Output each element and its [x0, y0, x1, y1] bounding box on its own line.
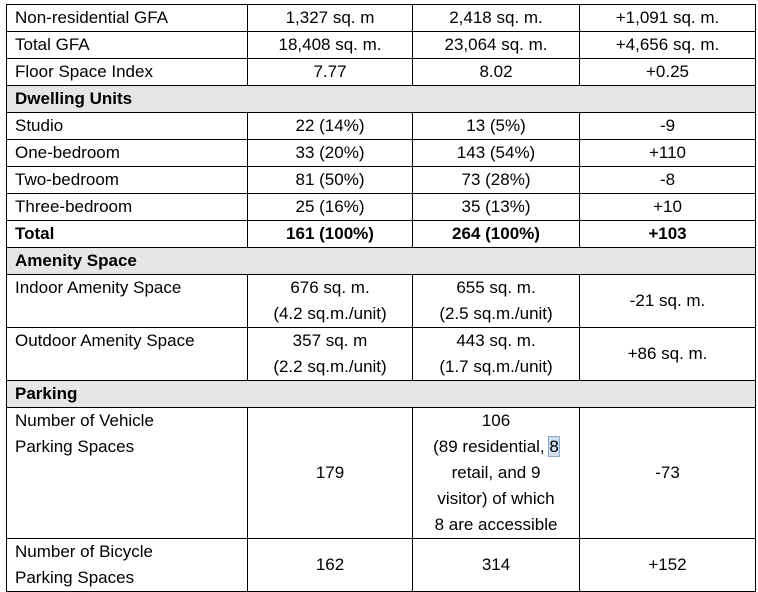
- after-value: [413, 275, 580, 328]
- statistics-table: [6, 4, 756, 592]
- after-value-line: retail, and 9: [451, 463, 541, 482]
- before-value-line: (4.2 sq.m./unit): [273, 304, 387, 323]
- after-value-fragment: (89 residential,: [433, 437, 550, 456]
- row-label-line: Number of Vehicle: [15, 411, 154, 430]
- change-value: -9: [580, 113, 756, 140]
- change-value: -21 sq. m.: [580, 275, 756, 328]
- after-value-line: 106: [481, 411, 511, 430]
- after-value-line: (1.7 sq.m./unit): [439, 357, 553, 376]
- row-label: Floor Space Index: [7, 59, 248, 86]
- before-value: [248, 275, 413, 328]
- section-header-amenity: [7, 248, 756, 275]
- after-value: 264 (100%): [413, 221, 580, 248]
- change-value: +1,091 sq. m.: [580, 5, 756, 32]
- before-value: [248, 328, 413, 381]
- table-row: [7, 5, 756, 32]
- table-row: [7, 32, 756, 59]
- row-label: Indoor Amenity Space: [7, 275, 248, 328]
- after-value: 8.02: [413, 59, 580, 86]
- before-value: 81 (50%): [248, 167, 413, 194]
- section-title: Parking: [7, 381, 756, 408]
- after-value: 73 (28%): [413, 167, 580, 194]
- after-value-line: visitor) of which: [437, 489, 555, 508]
- table-row: [7, 140, 756, 167]
- section-header-parking: [7, 381, 756, 408]
- after-value: 143 (54%): [413, 140, 580, 167]
- after-value: 2,418 sq. m.: [413, 5, 580, 32]
- after-value-line: 8 are accessible: [434, 515, 558, 534]
- table-row: [7, 408, 756, 539]
- before-value: 7.77: [248, 59, 413, 86]
- row-label: Two-bedroom: [7, 167, 248, 194]
- after-value: 13 (5%): [413, 113, 580, 140]
- row-label-line: Parking Spaces: [15, 437, 135, 456]
- before-value: 162: [248, 539, 413, 592]
- after-value-line: 655 sq. m.: [456, 278, 536, 297]
- before-value: 33 (20%): [248, 140, 413, 167]
- before-value: 161 (100%): [248, 221, 413, 248]
- table-row: [7, 59, 756, 86]
- after-value: 35 (13%): [413, 194, 580, 221]
- after-value: [413, 408, 580, 539]
- row-label-line: Number of Bicycle: [15, 542, 153, 561]
- change-value: -8: [580, 167, 756, 194]
- after-value: 23,064 sq. m.: [413, 32, 580, 59]
- row-label: Studio: [7, 113, 248, 140]
- section-title: Dwelling Units: [7, 86, 756, 113]
- row-label: Total: [7, 221, 248, 248]
- change-value: +86 sq. m.: [580, 328, 756, 381]
- before-value-line: 676 sq. m.: [290, 278, 370, 297]
- row-label: Outdoor Amenity Space: [7, 328, 248, 381]
- before-value: 25 (16%): [248, 194, 413, 221]
- change-value: +152: [580, 539, 756, 592]
- table-row: [7, 113, 756, 140]
- before-value: 179: [248, 408, 413, 539]
- table-row: [7, 275, 756, 328]
- change-value: +4,656 sq. m.: [580, 32, 756, 59]
- table-row: [7, 539, 756, 592]
- row-label: One-bedroom: [7, 140, 248, 167]
- row-label-line: Parking Spaces: [15, 568, 135, 587]
- change-value: +103: [580, 221, 756, 248]
- after-value-line: 443 sq. m.: [456, 331, 536, 350]
- before-value-line: 357 sq. m: [292, 331, 368, 350]
- before-value: 1,327 sq. m: [248, 5, 413, 32]
- section-header-dwelling: [7, 86, 756, 113]
- after-value-line: (2.5 sq.m./unit): [439, 304, 553, 323]
- row-label: Total GFA: [7, 32, 248, 59]
- table-row: [7, 167, 756, 194]
- before-value-line: (2.2 sq.m./unit): [273, 357, 387, 376]
- after-value: 314: [413, 539, 580, 592]
- section-title: Amenity Space: [7, 248, 756, 275]
- before-value: 18,408 sq. m.: [248, 32, 413, 59]
- change-value: +10: [580, 194, 756, 221]
- row-label: Three-bedroom: [7, 194, 248, 221]
- row-label: [7, 408, 248, 539]
- total-row: [7, 221, 756, 248]
- after-value: [413, 328, 580, 381]
- change-value: -73: [580, 408, 756, 539]
- table-row: [7, 194, 756, 221]
- before-value: 22 (14%): [248, 113, 413, 140]
- change-value: +110: [580, 140, 756, 167]
- row-label: Non-residential GFA: [7, 5, 248, 32]
- change-value: +0.25: [580, 59, 756, 86]
- after-value-line: [421, 434, 571, 460]
- row-label: [7, 539, 248, 592]
- table-row: [7, 328, 756, 381]
- text-selection-highlight[interactable]: 8: [549, 437, 559, 456]
